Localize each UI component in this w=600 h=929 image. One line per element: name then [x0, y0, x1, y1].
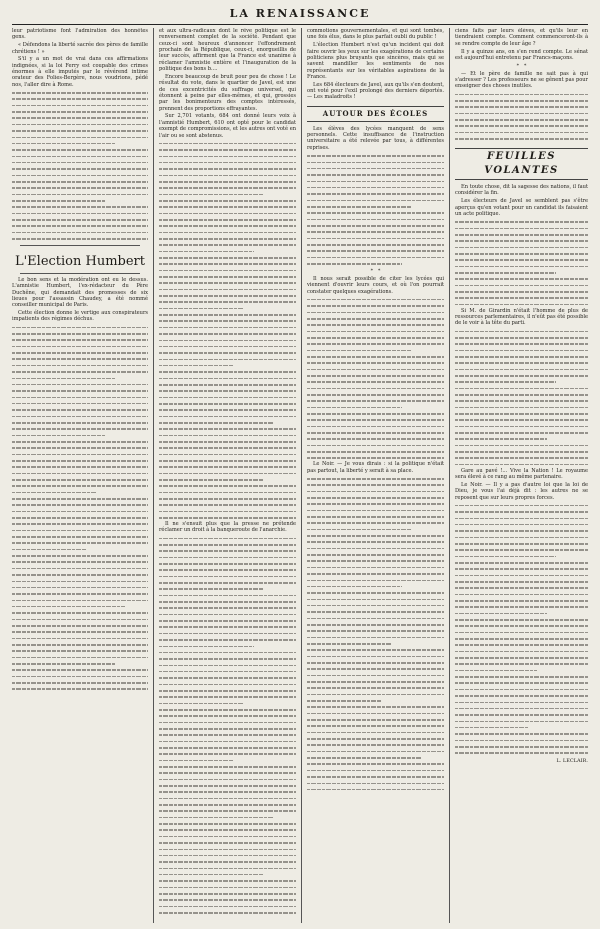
- article-paragraph: Les 684 électeurs de Javel, aux qu'ils s'en doutent, ont voté pour l'exil prolongé des derniers déportés. — Les maladroits !: [307, 81, 444, 101]
- body-text-block: [455, 219, 588, 308]
- article-paragraph: « Défendons la liberté sacrée des pères de famille chrétiens ! »: [12, 42, 148, 55]
- article-paragraph: Il ne s'ensuit plus que la presse ne prétende réclamer un droit à la banqueroute de l'anarchie.: [159, 520, 296, 534]
- body-text-block: [455, 502, 588, 756]
- body-text-block: [455, 91, 588, 142]
- text-line: [455, 461, 588, 467]
- column-1: [12, 28, 148, 923]
- article-paragraph: Sur 2,701 votants, 684 ont donné leurs voix à l'amnistié Humbert, 610 ont opté pour le candidat exempt de compromissions, et les autres ont voté en l'air ou se sont abstenus.: [159, 113, 296, 139]
- column-4: [455, 28, 588, 923]
- article-paragraph: Les élèves des lycées manquent de sens personnels. Cette insuffisance de l'instruction universitaire a été relevée par tous, à différentes reprises.: [307, 125, 444, 151]
- body-text-block: [159, 140, 296, 521]
- section-heading: AUTOUR DES ÉCOLES: [307, 106, 444, 122]
- article-paragraph: Gare au pavé !... Vive la Nation ! Le royaume sera élevé à ce rang au même partenaire.: [455, 467, 588, 480]
- text-line: [12, 236, 148, 242]
- article-paragraph: et aux ultra-radicaux dont le rêve politique est le renversement complet de la société. Pendant que ceux-ci sont heureux d'annoncer l'effondrement prochain de la République, ceux-ci, enorgueillis de leur succès, affirment que la France est unanime à réclamer l'amnistie entière et l'inauguration de la politique des bons b....: [159, 28, 296, 73]
- article-paragraph: commotions gouvernementales, et qui sont tombés, une fois élus, dans le plus parfait oubli du public !: [307, 28, 444, 41]
- article-paragraph: Si M. de Girardin n'était l'homme de plus de ressources parlementaires, il n'eût pas été possible de le voir à la tête du parti.: [455, 307, 588, 327]
- article-paragraph: Encore beaucoup de bruit pour peu de chose ! Le résultat du vote, dans le quartier de Javel, est une de ces excentricités du suffrage universel, qui étonnent à peine par elles-mêmes, et qui, grossies par les bonimenteurs des comptes intéressés, prennent des proportions effrayantes.: [159, 73, 296, 112]
- text-line: [307, 455, 444, 461]
- masthead-title: LA RENAISSANCE: [229, 7, 371, 20]
- text-line: [307, 786, 444, 792]
- text-line: [455, 750, 588, 756]
- article-paragraph: Le bon sens et la modération ont eu le dessus. L'amnistie Humbert, l'ex-rédacteur du Père Duchêne, qui demandait des promesses de six lieues pour l'assassin Chaudey, a été nommé conseiller municipal de Paris.: [12, 276, 148, 309]
- text-line: [307, 261, 402, 267]
- body-text-block: [159, 535, 296, 916]
- author-signature: L. LECLAIR.: [556, 758, 588, 765]
- masthead: [12, 6, 588, 25]
- text-line: [159, 515, 296, 521]
- article-paragraph: L'élection Humbert n'est qu'un incident qui doit faire ouvrir les yeux sur les exagérations de certains politiciens plus bruyants que sincères, mais qui se savent mandiller les sentiments de nos représentants sur les véritables aspirations de la France.: [307, 42, 444, 80]
- article-paragraph: — Et le père de famille ne sait pas à qui s'adresser ? Les professeurs ne se gênent pas pour enseigner des choses inutiles.: [455, 70, 588, 90]
- body-text-block: [12, 324, 148, 692]
- column-3: [307, 28, 444, 923]
- body-text-block: [307, 476, 444, 793]
- column-divider: [153, 28, 154, 923]
- body-text-block: [307, 296, 444, 461]
- column-divider: [301, 28, 302, 923]
- article-paragraph: leur patriotisme font l'admiration des honnêtes gens.: [12, 28, 148, 41]
- article-paragraph: Le Noir. — Je vous dirais : si la politique n'était pas partout, la liberté y serait à sa place.: [307, 461, 444, 474]
- article-paragraph: Cette élection donne le vertige aux conspirateurs impatients des régimes déchus.: [12, 310, 148, 323]
- text-line: [12, 686, 148, 692]
- section-banner: FEUILLES VOLANTES: [455, 148, 588, 180]
- body-text-block: [12, 90, 148, 242]
- article-paragraph: ciens faits par leurs élèves, et qu'ils leur en tiendraient compte. Comment commenceront-ils à se rendre compte de leur âge ?: [455, 28, 588, 47]
- body-text-block: [455, 328, 588, 468]
- text-line: [455, 136, 588, 142]
- text-line: [455, 301, 588, 307]
- section-separator: * *: [516, 62, 527, 69]
- article-paragraph: En toute chose, dit la sagesse des nations, il faut considérer la fin.: [455, 184, 588, 197]
- column-divider: [449, 28, 450, 923]
- article-paragraph: Les électeurs de Javel se semblent pas s'être aperçus qu'en votant pour un candidat ils faisaient un acte politique.: [455, 198, 588, 217]
- body-text-block: [307, 153, 444, 267]
- section-separator: * *: [370, 267, 381, 274]
- column-2: [159, 28, 296, 923]
- article-paragraph: Il y a quinze ans, on s'en rend compte. Le sénat est aujourd'hui entretenu par Francs-maçons.: [455, 48, 588, 61]
- text-line: [159, 909, 296, 915]
- article-paragraph: Le Noir. — Il y a pas d'autre loi que la loi de Dieu, je vous l'ai déjà dit : les autres ne se reposent que sur leurs propres forces.: [455, 481, 588, 501]
- article-heading: L'Election Humbert: [14, 253, 146, 269]
- section-rule: [20, 273, 140, 274]
- article-paragraph: Il nous serait possible de citer les lycées qui viennent d'ouvrir leurs cours, et où l'on pourrait constater quelques exagérations.: [307, 275, 444, 295]
- section-rule: [20, 245, 140, 246]
- article-paragraph: S'il y a un mot de vrai dans ces affirmations indignées, si la loi Ferry est coupable des crimes énormes à elle imputés par le révérend intime orateur des Folies-Bergère, nous voudrions, pédé nos, l'aller dire à Rome.: [12, 56, 148, 88]
